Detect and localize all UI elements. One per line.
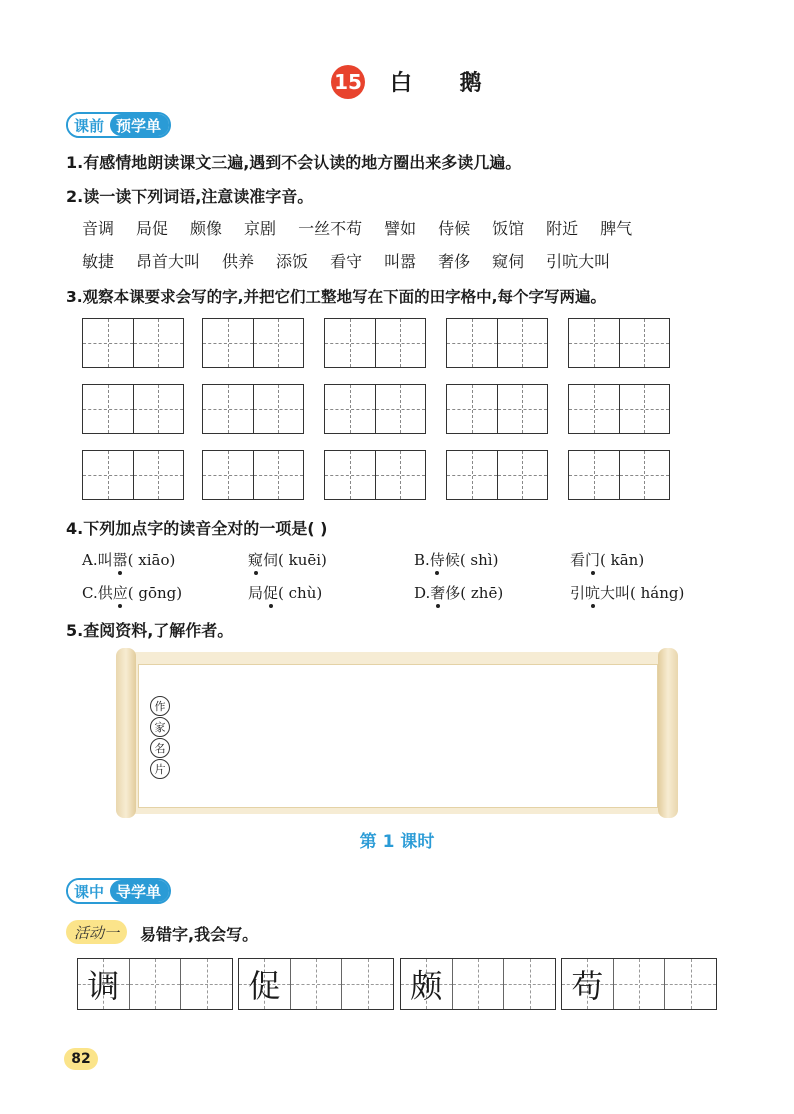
option-text: ( xiāo): [127, 551, 176, 569]
practice-cell: [562, 959, 613, 1009]
scroll-roller-left: [116, 648, 136, 818]
option-text: ( chù): [278, 584, 323, 602]
tianzige-grid[interactable]: [202, 450, 304, 500]
word: 京剧: [244, 219, 277, 238]
tianzige-cell[interactable]: [83, 385, 133, 433]
option-text: B.: [414, 551, 430, 569]
option-text: ( gōng): [127, 584, 183, 602]
tianzige-grid[interactable]: [446, 318, 548, 368]
tianzige-cell[interactable]: [619, 385, 670, 433]
tianzige-cell[interactable]: [569, 451, 619, 499]
question-1: 1.有感情地朗读课文三遍,遇到不会认读的地方圈出来多读几遍。: [66, 153, 522, 172]
option-text: 候( shì): [444, 551, 499, 569]
in-class-badge-part2: 导学单: [110, 880, 169, 902]
tianzige-cell[interactable]: [569, 385, 619, 433]
word: 颇像: [190, 219, 223, 238]
lesson-period-title: 第 1 课时: [359, 832, 435, 852]
tianzige-cell[interactable]: [203, 385, 253, 433]
question-5: 5.查阅资料,了解作者。: [66, 621, 234, 640]
model-char: 苟: [571, 967, 604, 1005]
author-card-writing-area[interactable]: [138, 664, 658, 808]
dotted-char: 侍: [429, 551, 445, 569]
option-text: D.: [414, 584, 431, 602]
tianzige-grid[interactable]: [82, 384, 184, 434]
activity-instruction: 易错字,我会写。: [140, 925, 259, 944]
practice-cell[interactable]: [180, 959, 232, 1009]
word: 看守: [330, 252, 363, 271]
word: 脾气: [600, 219, 633, 238]
model-char: 促: [248, 967, 281, 1005]
dotted-char: 促: [263, 584, 279, 602]
author-card-label-char: 片: [150, 759, 170, 779]
pre-study-badge-part2: 预学单: [110, 114, 169, 136]
tianzige-cell[interactable]: [619, 451, 670, 499]
page-number: 82: [64, 1048, 98, 1070]
tianzige-cell[interactable]: [133, 451, 184, 499]
question-4: 4.下列加点字的读音全对的一项是( ): [66, 519, 328, 538]
word: 奢侈: [438, 252, 471, 271]
dotted-char: 窥: [248, 551, 264, 569]
in-class-badge-part1: 课中: [68, 880, 110, 902]
word: 供养: [222, 252, 255, 271]
practice-cell: [239, 959, 290, 1009]
option-text: ( kān): [600, 551, 645, 569]
author-card-label-char: 名: [150, 738, 170, 758]
option-text: 侈( zhē): [445, 584, 504, 602]
practice-cell: [401, 959, 452, 1009]
practice-grid-3[interactable]: [400, 958, 556, 1010]
tianzige-cell[interactable]: [325, 451, 375, 499]
tianzige-cell[interactable]: [375, 451, 426, 499]
practice-cell[interactable]: [129, 959, 181, 1009]
tianzige-cell[interactable]: [375, 319, 426, 367]
tianzige-cell[interactable]: [569, 319, 619, 367]
tianzige-cell[interactable]: [619, 319, 670, 367]
tianzige-grid[interactable]: [82, 450, 184, 500]
tianzige-cell[interactable]: [83, 319, 133, 367]
tianzige-grid[interactable]: [568, 384, 670, 434]
word: 一丝不苟: [298, 219, 363, 238]
tianzige-grid[interactable]: [202, 318, 304, 368]
option-text: C.供: [82, 584, 113, 602]
option-text: A.叫: [82, 551, 113, 569]
tianzige-grid[interactable]: [446, 384, 548, 434]
activity-tag: 活动一: [66, 920, 127, 944]
practice-cell: [78, 959, 129, 1009]
pre-study-badge-part1: 课前: [68, 114, 110, 136]
tianzige-cell[interactable]: [447, 451, 497, 499]
tianzige-cell[interactable]: [253, 319, 304, 367]
word: 引吭大叫: [546, 252, 611, 271]
practice-grid-2[interactable]: [238, 958, 394, 1010]
option-b-1: [414, 549, 498, 570]
tianzige-cell[interactable]: [133, 385, 184, 433]
word: 昂首大叫: [136, 252, 201, 271]
tianzige-grid[interactable]: [324, 450, 426, 500]
tianzige-grid[interactable]: [446, 450, 548, 500]
practice-cell[interactable]: [613, 959, 665, 1009]
dotted-char: 门: [585, 551, 601, 569]
word: 敏捷: [82, 252, 115, 271]
author-card-label-char: 作: [150, 696, 170, 716]
practice-cell[interactable]: [503, 959, 555, 1009]
tianzige-cell[interactable]: [203, 451, 253, 499]
option-text: 看: [570, 551, 586, 569]
dotted-char: 奢: [430, 584, 446, 602]
option-d-1: [414, 582, 503, 603]
question-2: 2.读一读下列词语,注意读准字音。: [66, 187, 314, 206]
option-c-1: [82, 582, 182, 603]
option-text: 局: [248, 584, 264, 602]
model-char: 颇: [410, 967, 443, 1005]
tianzige-cell[interactable]: [133, 319, 184, 367]
author-card-label-char: 家: [150, 717, 170, 737]
tianzige-grid[interactable]: [324, 384, 426, 434]
practice-cell[interactable]: [452, 959, 504, 1009]
tianzige-grid[interactable]: [324, 318, 426, 368]
option-text: 大叫( háng): [600, 584, 685, 602]
option-b-2: [570, 549, 644, 570]
model-char: 调: [87, 967, 120, 1005]
tianzige-cell[interactable]: [83, 451, 133, 499]
word-list-row-1: [82, 216, 654, 239]
practice-grid-4[interactable]: [561, 958, 717, 1010]
word: 饭馆: [492, 219, 525, 238]
dotted-char: 应: [112, 584, 128, 602]
dotted-char: 吭: [585, 584, 601, 602]
word: 譬如: [384, 219, 417, 238]
option-c-2: [248, 582, 322, 603]
tianzige-cell[interactable]: [447, 385, 497, 433]
option-d-2: [570, 582, 684, 603]
tianzige-grid[interactable]: [568, 318, 670, 368]
word: 叫嚣: [384, 252, 417, 271]
word-list-row-2: [82, 249, 632, 272]
word: 附近: [546, 219, 579, 238]
tianzige-grid[interactable]: [82, 318, 184, 368]
tianzige-grid[interactable]: [202, 384, 304, 434]
tianzige-grid[interactable]: [568, 450, 670, 500]
lesson-number-badge: 15: [331, 65, 365, 99]
word: 侍候: [438, 219, 471, 238]
practice-cell[interactable]: [664, 959, 716, 1009]
word: 添饭: [276, 252, 309, 271]
tianzige-cell[interactable]: [497, 319, 548, 367]
author-card-label: [150, 696, 170, 779]
tianzige-cell[interactable]: [325, 319, 375, 367]
word: 局促: [136, 219, 169, 238]
in-class-badge: [66, 878, 171, 904]
word: 窥伺: [492, 252, 525, 271]
option-a-2: [248, 549, 327, 570]
tianzige-cell[interactable]: [497, 451, 548, 499]
scroll-roller-right: [658, 648, 678, 818]
dotted-char: 嚣: [112, 551, 128, 569]
option-text: 伺( kuēi): [263, 551, 327, 569]
pre-study-badge: [66, 112, 171, 138]
practice-cell[interactable]: [341, 959, 393, 1009]
option-text: 引: [570, 584, 586, 602]
option-a-1: [82, 549, 175, 570]
practice-grid-1[interactable]: [77, 958, 233, 1010]
tianzige-cell[interactable]: [325, 385, 375, 433]
tianzige-cell[interactable]: [253, 385, 304, 433]
tianzige-cell[interactable]: [203, 319, 253, 367]
tianzige-cell[interactable]: [253, 451, 304, 499]
lesson-title: 白 鹅: [390, 71, 502, 96]
tianzige-cell[interactable]: [375, 385, 426, 433]
question-3: 3.观察本课要求会写的字,并把它们工整地写在下面的田字格中,每个字写两遍。: [66, 288, 606, 306]
tianzige-cell[interactable]: [447, 319, 497, 367]
word: 音调: [82, 219, 115, 238]
tianzige-cell[interactable]: [497, 385, 548, 433]
practice-cell[interactable]: [290, 959, 342, 1009]
